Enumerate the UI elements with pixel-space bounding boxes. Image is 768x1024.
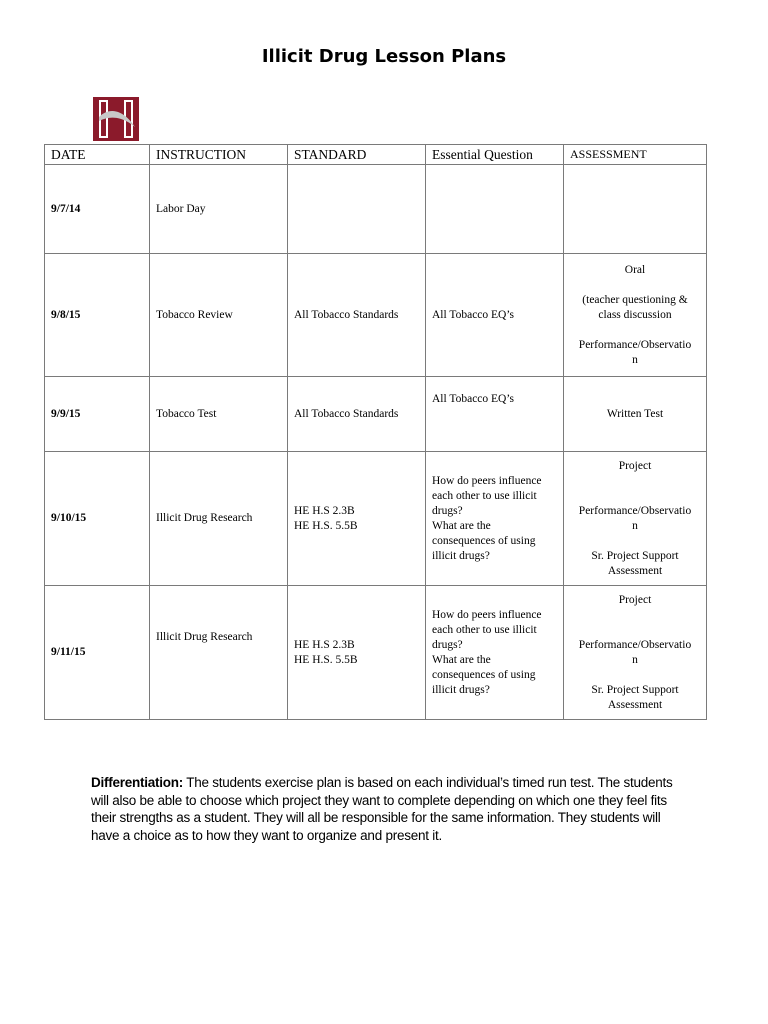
cell-line: All Tobacco Standards — [294, 308, 399, 321]
row-standard — [288, 254, 426, 377]
differentiation-label: Differentiation: — [91, 775, 183, 790]
cell-line: Project — [618, 593, 652, 606]
cell-line: class discussion — [598, 308, 672, 321]
header-instruction: INSTRUCTION — [150, 145, 288, 165]
cell-line: All Tobacco EQ’s — [432, 392, 515, 405]
cell-line: Written Test — [606, 407, 664, 420]
cell-line: HE H.S. 5.5B — [294, 653, 358, 666]
cell-line: consequences of using — [432, 534, 536, 547]
cell-line: drugs? — [432, 504, 463, 517]
cell-line — [570, 668, 700, 683]
cell-line: illicit drugs? — [432, 549, 490, 562]
row-essential-question — [426, 586, 564, 720]
row-assessment — [564, 165, 707, 254]
cell-line: HE H.S. 5.5B — [294, 519, 358, 532]
table-row — [45, 377, 707, 452]
cell-line: consequences of using — [432, 668, 536, 681]
cell-line — [570, 278, 700, 293]
cell-line: Performance/Observatio — [578, 504, 692, 517]
cell-line: Oral — [624, 263, 646, 276]
row-date: 9/8/15 — [45, 254, 150, 377]
page-title: Illicit Drug Lesson Plans — [261, 46, 507, 67]
instruction-text: Illicit Drug Research — [156, 631, 253, 643]
differentiation-text: The students exercise plan is based on each individual’s timed run test. The students will also be able to choose which project they want to complete depending on which one they feel fits their strengths as a student. They will all be responsible for the same information. They students will have a choice as to how they want to organize and present it. — [91, 775, 673, 843]
cell-line: (teacher questioning & — [582, 293, 688, 306]
header-essential-question: Essential Question — [426, 145, 564, 165]
table-row — [45, 452, 707, 586]
row-standard — [288, 586, 426, 720]
cell-line — [570, 623, 700, 638]
cell-line: How do peers influence — [432, 474, 542, 487]
table-header-row — [45, 145, 707, 165]
cell-line — [570, 489, 700, 504]
cell-line: HE H.S 2.3B — [294, 504, 355, 517]
row-instruction — [150, 586, 288, 720]
row-essential-question — [426, 377, 564, 452]
row-date: 9/9/15 — [45, 377, 150, 452]
row-assessment — [564, 452, 707, 586]
differentiation-paragraph — [91, 774, 691, 844]
row-essential-question — [426, 165, 564, 254]
cell-line — [570, 474, 700, 489]
cell-line: What are the — [432, 653, 491, 666]
cell-line: n — [632, 653, 638, 666]
row-assessment — [564, 254, 707, 377]
table-row — [45, 586, 707, 720]
row-date: 9/10/15 — [45, 452, 150, 586]
cell-line: What are the — [432, 519, 491, 532]
cell-line: each other to use illicit — [432, 489, 537, 502]
cell-line: All Tobacco EQ’s — [432, 308, 515, 321]
cell-line: Assessment — [607, 698, 663, 711]
cell-line: All Tobacco Standards — [294, 407, 399, 420]
row-assessment — [564, 586, 707, 720]
row-date: 9/7/14 — [45, 165, 150, 254]
header-date: DATE — [45, 145, 150, 165]
eq-text — [432, 392, 557, 407]
row-standard — [288, 377, 426, 452]
row-instruction: Labor Day — [150, 165, 288, 254]
row-essential-question — [426, 254, 564, 377]
row-instruction: Tobacco Test — [150, 377, 288, 452]
row-date: 9/11/15 — [45, 586, 150, 720]
cell-line — [570, 608, 700, 623]
row-instruction: Illicit Drug Research — [150, 452, 288, 586]
row-standard — [288, 452, 426, 586]
cell-line: Project — [618, 459, 652, 472]
cell-line: Sr. Project Support — [591, 549, 679, 562]
cell-line: Performance/Observatio — [578, 638, 692, 651]
cell-line: How do peers influence — [432, 608, 542, 621]
header-assessment: ASSESSMENT — [564, 145, 707, 165]
cell-line: n — [632, 519, 638, 532]
cell-line: Sr. Project Support — [591, 683, 679, 696]
cell-line: Assessment — [607, 564, 663, 577]
cell-line — [570, 323, 700, 338]
cell-line: each other to use illicit — [432, 623, 537, 636]
row-instruction: Tobacco Review — [150, 254, 288, 377]
cell-line: drugs? — [432, 638, 463, 651]
lesson-plan-table — [44, 144, 707, 720]
row-standard — [288, 165, 426, 254]
school-h-logo-icon — [93, 97, 139, 141]
header-standard: STANDARD — [288, 145, 426, 165]
cell-line: Performance/Observatio — [578, 338, 692, 351]
cell-line: n — [632, 353, 638, 366]
cell-line: illicit drugs? — [432, 683, 490, 696]
table-row — [45, 165, 707, 254]
cell-line — [570, 534, 700, 549]
cell-line: HE H.S 2.3B — [294, 638, 355, 651]
row-essential-question — [426, 452, 564, 586]
row-assessment — [564, 377, 707, 452]
table-row — [45, 254, 707, 377]
